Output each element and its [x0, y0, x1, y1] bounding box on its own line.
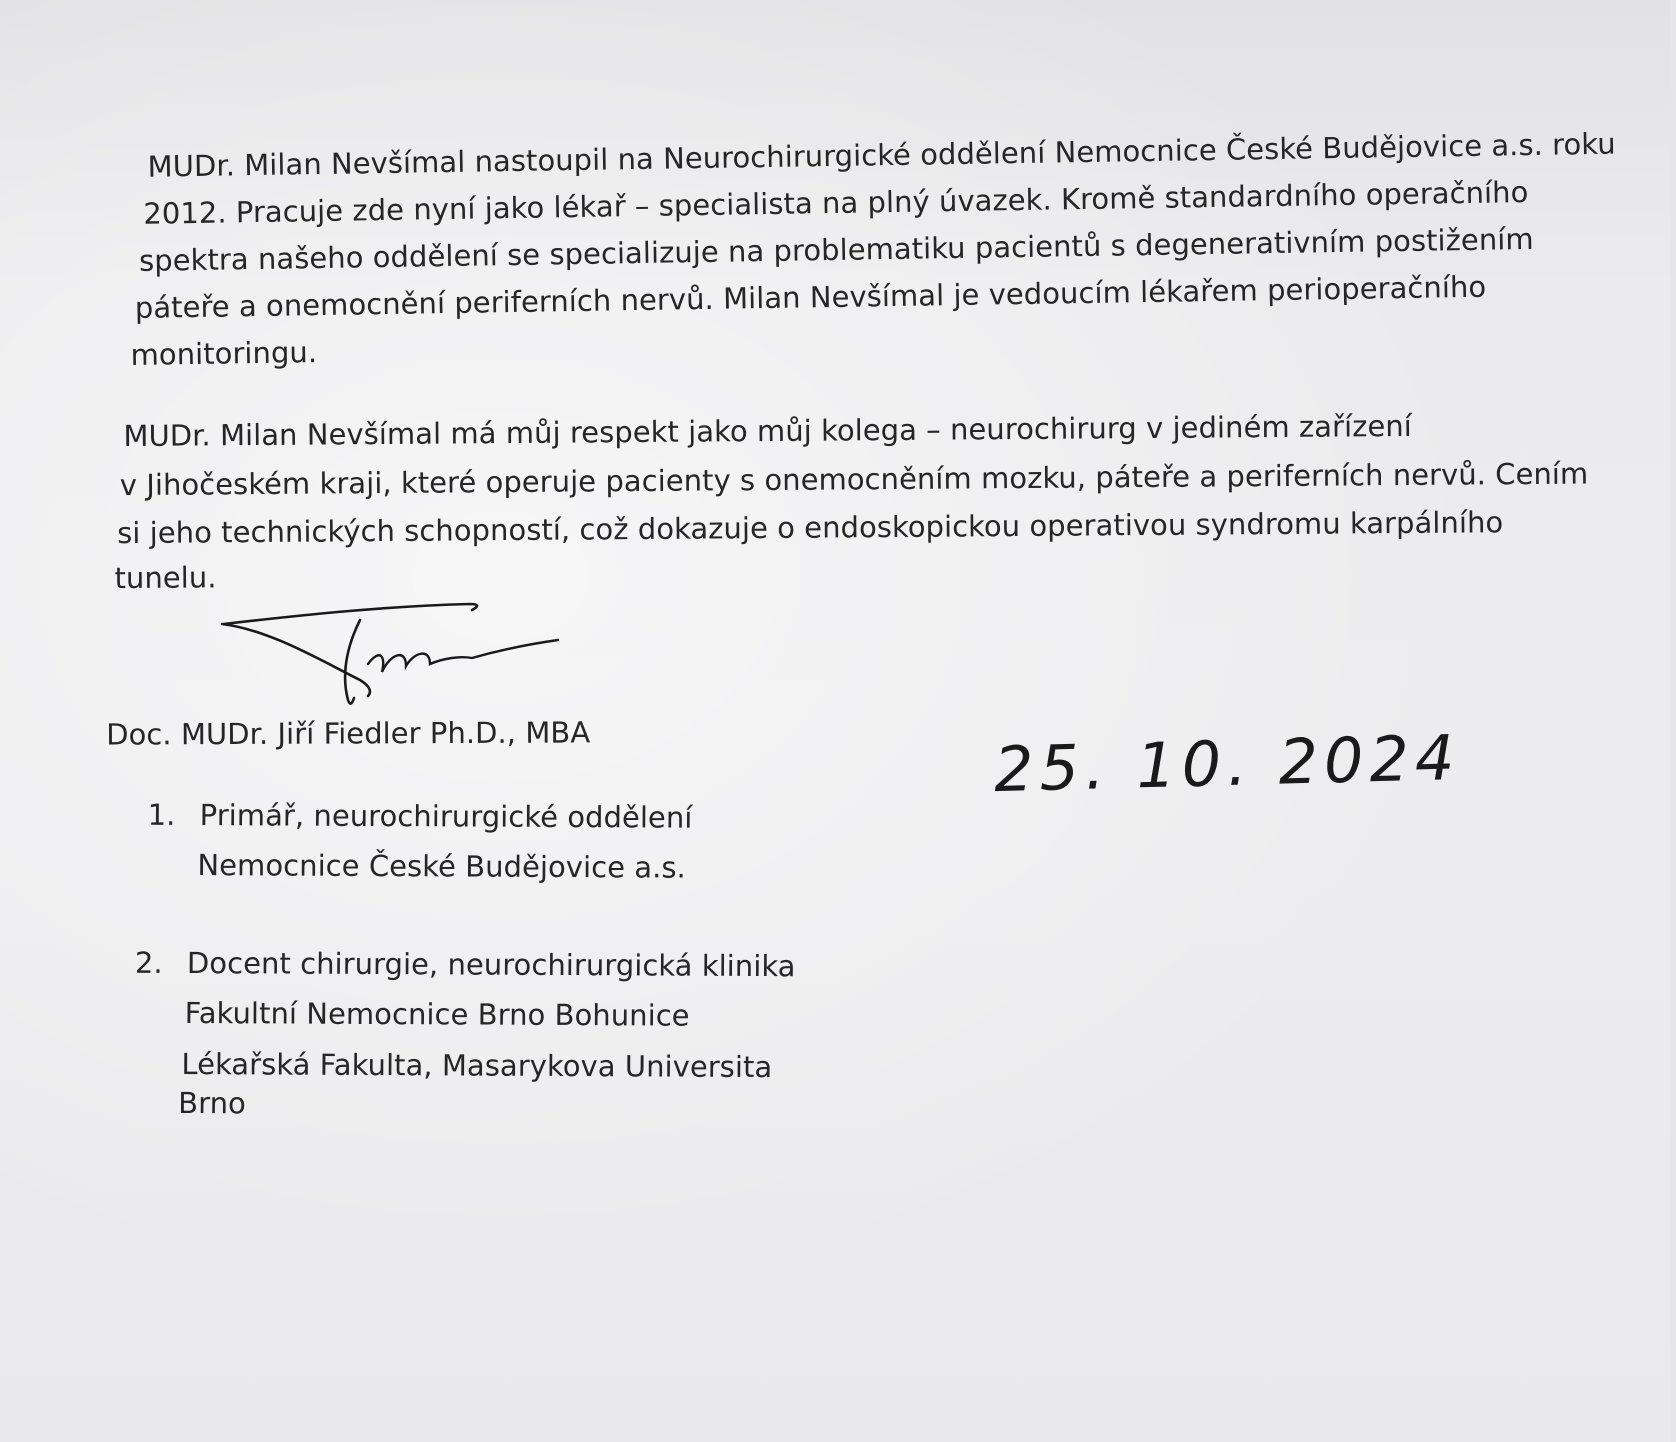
position-2 [135, 946, 796, 983]
signatory-name: Doc. MUDr. Jiří Fiedler Ph.D., MBA [106, 715, 591, 752]
position-2-line-4: Brno [178, 1085, 246, 1121]
paragraph2-line-2: v Jihočeském kraji, které operuje pacienty s onemocněním mozku, páteře a periferních nervů. Cením [119, 456, 1589, 503]
paragraph1-line-4: páteře a onemocnění periferních nervů. Milan Nevšímal je vedoucím lékařem perioperačního [134, 269, 1487, 325]
paragraph1-line-5: monitoringu. [130, 335, 318, 372]
paragraph1-line-3: spektra našeho oddělení se specializuje na problematiku pacientů s degenerativním postižením [138, 221, 1534, 278]
paragraph2-line-1: MUDr. Milan Nevšímal má můj respekt jako můj kolega – neurochirurg v jediném zařízení [123, 408, 1412, 454]
position-1-line-1: Primář, neurochirurgické oddělení [199, 798, 693, 835]
paragraph2-line-3: si jeho technických schopností, což dokazuje o endoskopickou operativou syndromu karpálního [117, 505, 1504, 551]
paragraph2-line-4: tunelu. [114, 560, 217, 596]
paragraph1-line-1: MUDr. Milan Nevšímal nastoupil na Neurochirurgické oddělení Nemocnice České Budějovice a.s. roku [147, 126, 1616, 184]
position-2-line-3: Lékařská Fakulta, Masarykova Universita [181, 1046, 773, 1085]
position-2-line-1: Docent chirurgie, neurochirurgická klinika [186, 945, 796, 984]
position-2-line-2: Fakultní Nemocnice Brno Bohunice [184, 995, 690, 1033]
position-1-line-2: Nemocnice České Budějovice a.s. [197, 848, 686, 885]
handwritten-date-text: 25. 10. 2024 [993, 720, 1462, 807]
position-2-number: 2. [134, 945, 163, 980]
position-1-number: 1. [147, 797, 176, 832]
paragraph1-line-2: 2012. Pracuje zde nyní jako lékař – specialista na plný úvazek. Kromě standardního operačního [143, 175, 1529, 231]
position-1 [148, 798, 693, 835]
